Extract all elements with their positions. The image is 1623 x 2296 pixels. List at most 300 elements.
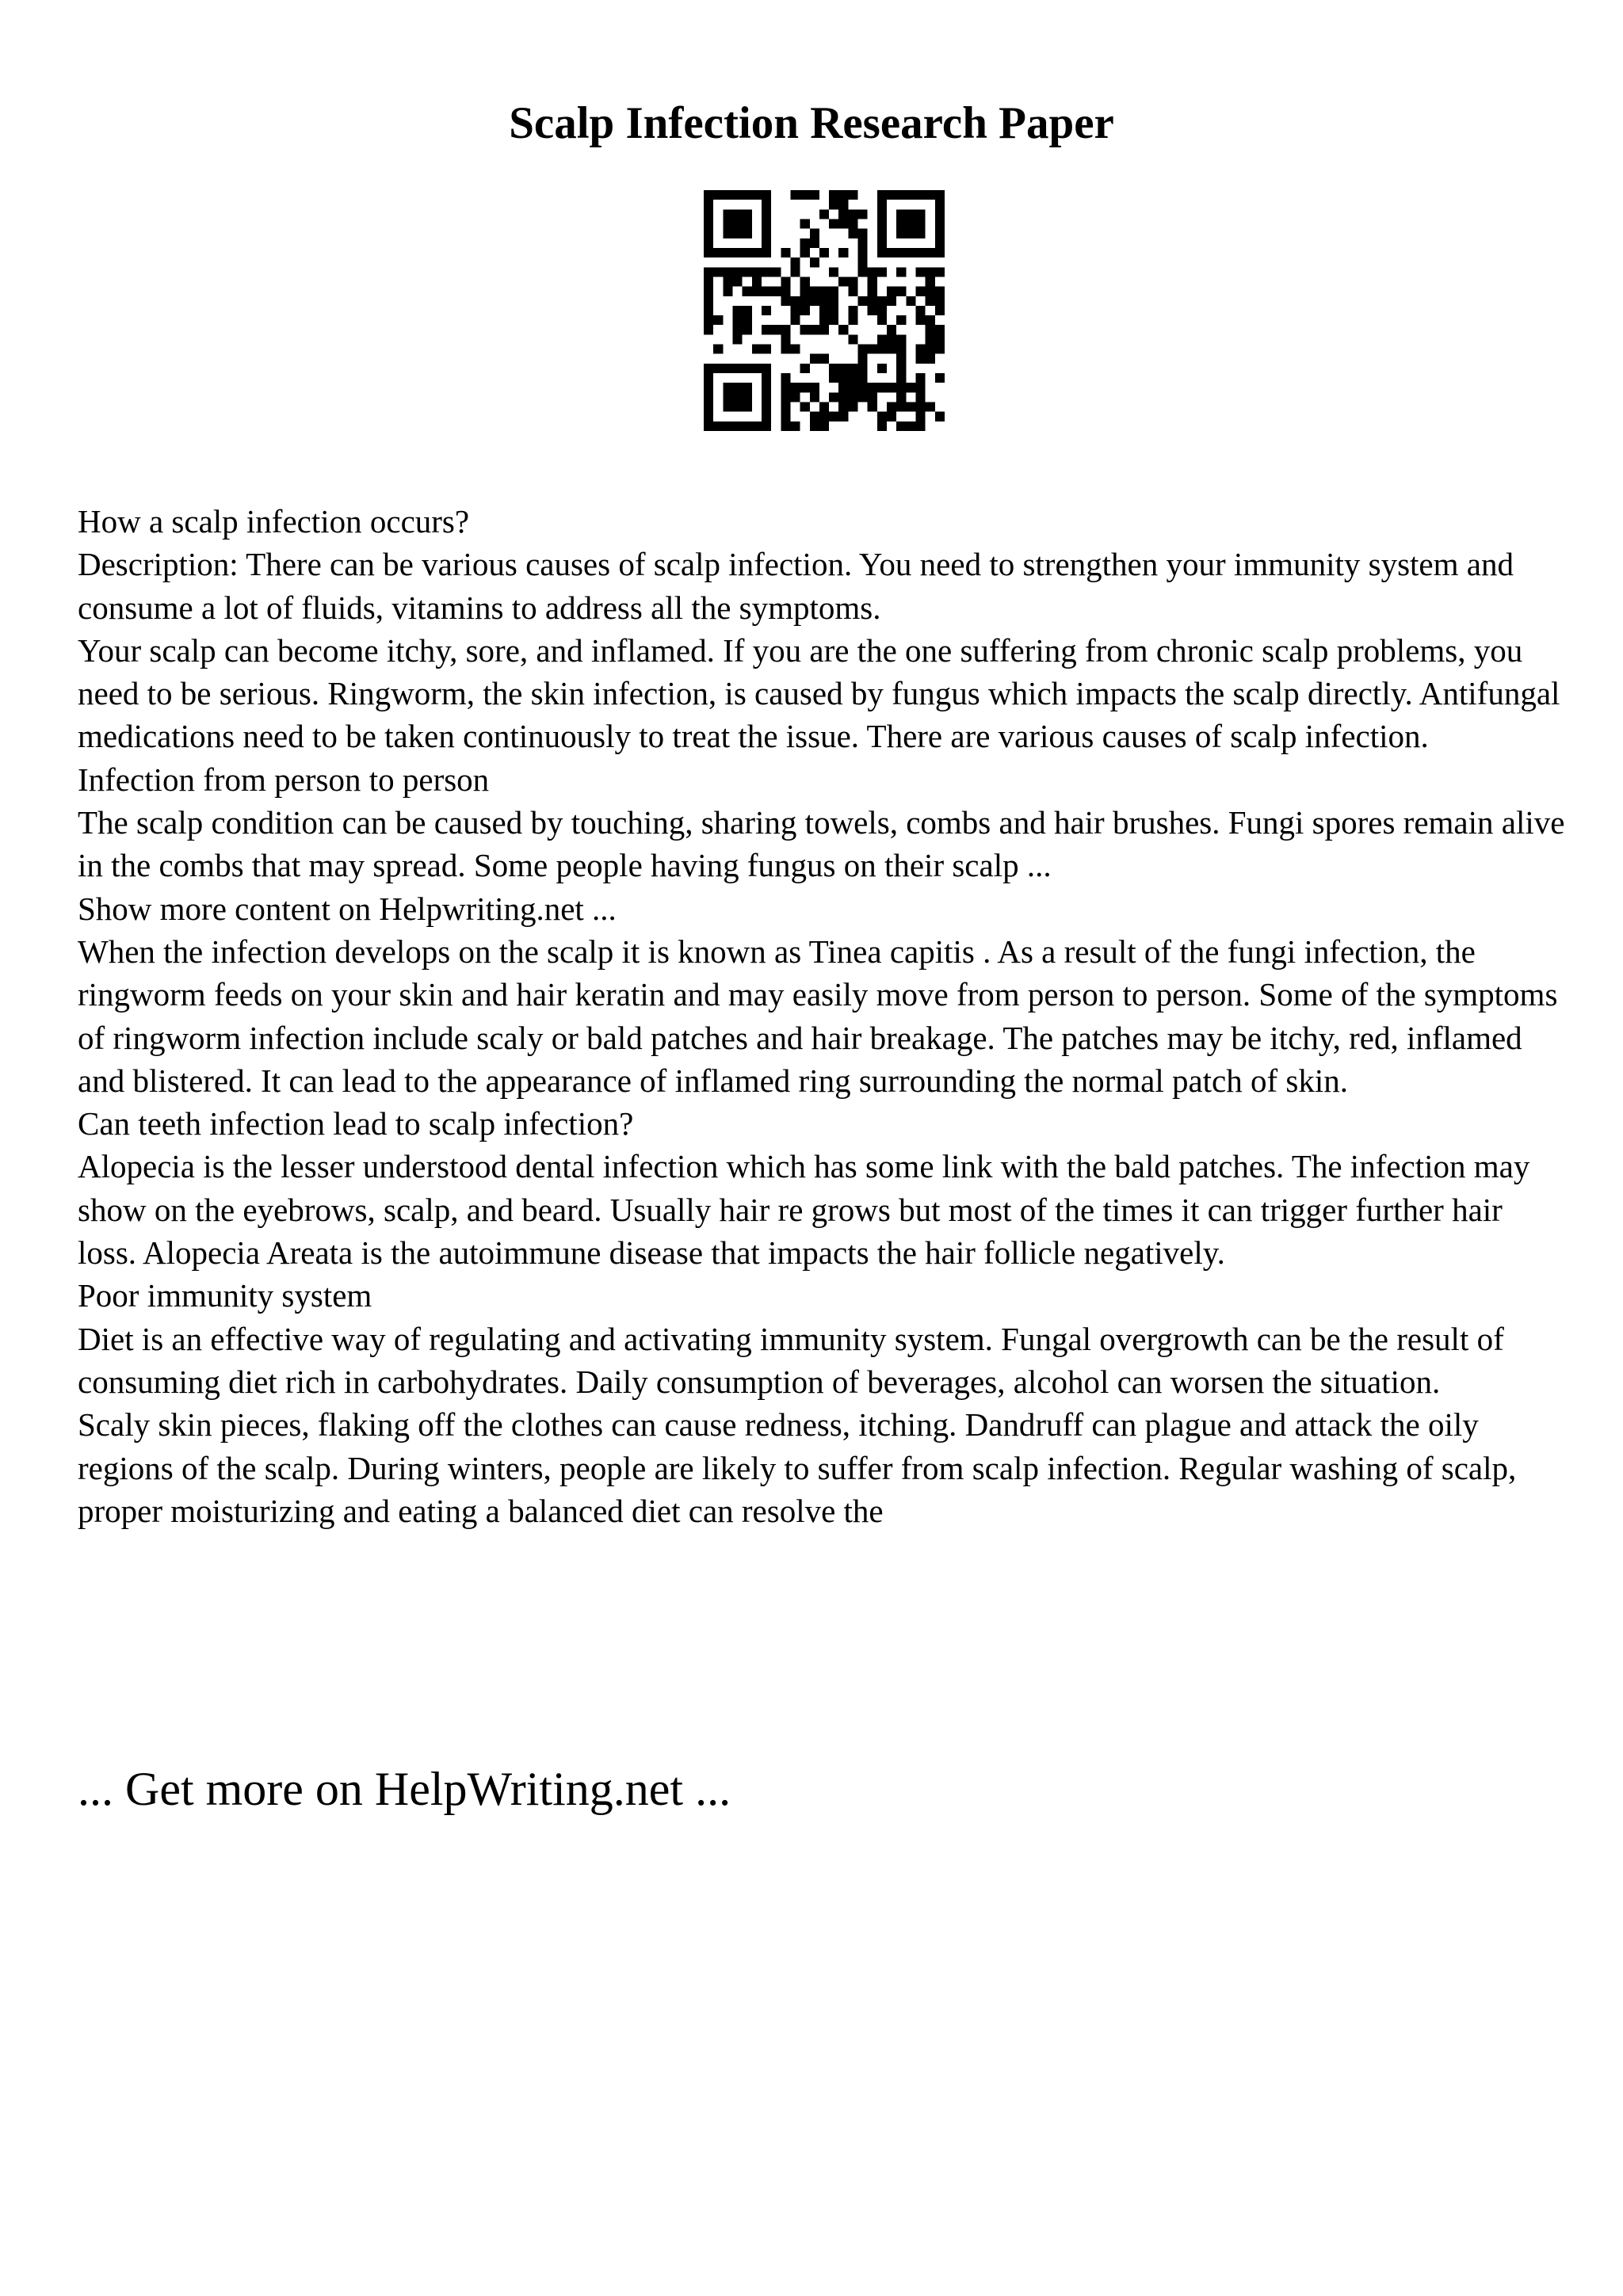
qr-module — [752, 190, 762, 200]
qr-module — [800, 383, 810, 392]
qr-module — [819, 209, 829, 219]
qr-module — [810, 296, 819, 306]
qr-module — [704, 219, 713, 228]
qr-module — [743, 229, 752, 238]
qr-module — [829, 287, 838, 296]
qr-module — [896, 219, 906, 228]
qr-module — [704, 364, 713, 373]
qr-module — [723, 392, 732, 402]
qr-module — [704, 190, 713, 200]
qr-module — [935, 229, 945, 238]
qr-module — [926, 190, 935, 200]
qr-module — [771, 267, 781, 277]
qr-module — [800, 296, 810, 306]
qr-module — [723, 277, 732, 286]
qr-module — [810, 190, 819, 200]
qr-module — [877, 229, 887, 238]
paragraph-alopecia: Alopecia is the lesser understood dental infection which has some link with the bald patches. The infection may show on the eyebrows, scalp, and beard. Usually hair re grows but most of the times it can trigger further hair loss. Alopecia Areata is the autoimmune disease that impacts the hair follicle negatively. — [78, 1148, 1530, 1272]
qr-module — [829, 306, 838, 315]
qr-module — [743, 248, 752, 257]
qr-module — [800, 219, 810, 228]
qr-module — [704, 315, 713, 325]
paragraph-heading-immunity: Poor immunity system — [78, 1277, 372, 1314]
qr-module — [896, 421, 906, 431]
qr-module — [877, 248, 887, 257]
qr-module — [819, 248, 829, 257]
qr-module — [743, 267, 752, 277]
qr-module — [935, 267, 945, 277]
qr-module — [896, 354, 906, 364]
qr-module — [829, 373, 838, 383]
qr-module — [906, 402, 915, 412]
qr-module — [762, 267, 771, 277]
qr-module — [916, 354, 926, 364]
qr-module — [877, 190, 887, 200]
qr-module — [723, 219, 732, 228]
qr-module — [732, 364, 742, 373]
qr-module — [896, 248, 906, 257]
qr-module — [704, 209, 713, 219]
qr-module — [800, 190, 810, 200]
qr-module — [887, 287, 896, 296]
qr-module — [752, 345, 762, 354]
paragraph-dandruff: Scaly skin pieces, flaking off the clothes can cause redness, itching. Dandruff can plague and attack the oily regions of the scalp. During winters, people are likely to suffer from scalp infection. Regular washing of scalp, proper moisturizing and eating a balanced diet can resolve the — [78, 1406, 1517, 1529]
qr-module — [838, 392, 848, 402]
qr-module — [819, 354, 829, 364]
qr-module — [704, 402, 713, 412]
show-more-link[interactable]: Show more content on Helpwriting.net ... — [78, 890, 617, 927]
qr-module — [868, 345, 877, 354]
qr-module — [858, 238, 868, 248]
qr-module — [926, 315, 935, 325]
qr-module — [781, 392, 790, 402]
qr-module — [810, 383, 819, 392]
qr-module — [752, 364, 762, 373]
qr-module — [896, 334, 906, 344]
qr-module — [781, 345, 790, 354]
qr-module — [781, 296, 790, 306]
qr-module — [704, 248, 713, 257]
qr-module — [926, 296, 935, 306]
qr-module — [810, 354, 819, 364]
qr-module — [771, 287, 781, 296]
qr-module — [800, 248, 810, 257]
qr-module — [877, 421, 887, 431]
qr-module — [906, 219, 915, 228]
qr-module — [829, 315, 838, 325]
qr-module — [790, 190, 800, 200]
qr-module — [926, 354, 935, 364]
qr-module — [838, 209, 848, 219]
qr-module — [762, 209, 771, 219]
qr-module — [762, 345, 771, 354]
qr-module — [935, 190, 945, 200]
qr-module — [906, 296, 915, 306]
qr-module — [838, 190, 848, 200]
qr-module — [935, 200, 945, 209]
qr-module — [916, 392, 926, 402]
qr-module — [732, 219, 742, 228]
qr-module — [926, 334, 935, 344]
qr-module — [935, 334, 945, 344]
qr-module — [732, 325, 742, 334]
qr-module — [848, 334, 857, 344]
qr-module — [723, 287, 732, 296]
qr-module — [896, 229, 906, 238]
paragraph-diet: Diet is an effective way of regulating and activating immunity system. Fungal overgrowth can be the result of consuming diet rich in carbohydrates. Daily consumption of beverages, alcohol can worsen the situation. — [78, 1320, 1504, 1400]
get-more-link[interactable]: ... Get more on HelpWriting.net ... — [78, 1763, 731, 1815]
qr-module — [762, 200, 771, 209]
qr-module — [704, 373, 713, 383]
qr-module — [829, 296, 838, 306]
qr-module — [732, 306, 742, 315]
qr-module — [848, 277, 857, 286]
qr-module — [819, 402, 829, 412]
qr-module — [838, 200, 848, 209]
qr-module — [858, 296, 868, 306]
qr-module — [848, 190, 857, 200]
qr-module — [838, 325, 848, 334]
qr-module — [704, 277, 713, 286]
qr-module — [743, 219, 752, 228]
qr-module — [704, 229, 713, 238]
qr-module — [762, 383, 771, 392]
qr-module — [877, 238, 887, 248]
qr-module — [732, 229, 742, 238]
qr-module — [790, 306, 800, 315]
qr-module — [810, 421, 819, 431]
qr-module — [868, 296, 877, 306]
qr-module — [916, 306, 926, 315]
qr-module — [752, 277, 762, 286]
qr-module — [829, 190, 838, 200]
qr-module — [743, 392, 752, 402]
qr-module — [896, 315, 906, 325]
qr-module — [790, 257, 800, 267]
qr-module — [704, 412, 713, 421]
qr-module — [838, 364, 848, 373]
qr-module — [858, 383, 868, 392]
qr-module — [762, 229, 771, 238]
qr-module — [838, 402, 848, 412]
qr-module — [829, 364, 838, 373]
qr-module — [916, 402, 926, 412]
qr-module — [848, 364, 857, 373]
qr-module — [810, 412, 819, 421]
qr-module — [829, 200, 838, 209]
qr-module — [916, 267, 926, 277]
qr-module — [887, 402, 896, 412]
qr-module — [926, 267, 935, 277]
qr-module — [752, 267, 762, 277]
qr-module — [935, 248, 945, 257]
qr-module — [848, 392, 857, 402]
qr-module — [935, 345, 945, 354]
qr-module — [781, 277, 790, 286]
qr-module — [838, 219, 848, 228]
qr-module — [762, 306, 771, 315]
qr-module — [916, 412, 926, 421]
qr-module — [896, 267, 906, 277]
qr-module — [732, 277, 742, 286]
qr-module — [762, 325, 771, 334]
qr-module — [810, 287, 819, 296]
qr-module — [723, 229, 732, 238]
qr-module — [704, 267, 713, 277]
qr-module — [916, 421, 926, 431]
qr-module — [858, 248, 868, 257]
qr-module — [868, 287, 877, 296]
qr-module — [868, 277, 877, 286]
qr-module — [790, 267, 800, 277]
qr-module — [713, 267, 723, 277]
qr-module — [829, 412, 838, 421]
paragraph-person-to-person: The scalp condition can be caused by touching, sharing towels, combs and hair brushes. Fungi spores remain alive in the combs that may spread. Some people having fungus on their scalp ... — [78, 804, 1565, 884]
qr-module — [762, 287, 771, 296]
qr-module — [819, 306, 829, 315]
qr-module — [723, 209, 732, 219]
qr-module — [916, 287, 926, 296]
qr-module — [762, 364, 771, 373]
qr-module — [771, 325, 781, 334]
qr-module — [810, 392, 819, 402]
qr-module — [848, 402, 857, 412]
qr-module — [868, 392, 877, 402]
qr-module — [723, 248, 732, 257]
qr-module — [916, 190, 926, 200]
qr-module — [896, 364, 906, 373]
qr-module — [781, 287, 790, 296]
qr-module — [896, 287, 906, 296]
qr-module — [800, 364, 810, 373]
qr-module — [810, 229, 819, 238]
qr-module — [848, 373, 857, 383]
qr-module — [935, 412, 945, 421]
qr-module — [877, 267, 887, 277]
qr-module — [858, 392, 868, 402]
qr-module — [723, 267, 732, 277]
qr-module — [848, 219, 857, 228]
qr-module — [896, 392, 906, 402]
qr-module — [762, 392, 771, 402]
qr-module — [723, 364, 732, 373]
qr-module — [877, 296, 887, 306]
qr-module — [723, 421, 732, 431]
paragraph-tinea-capitis: When the infection develops on the scalp it is known as Tinea capitis . As a result of the fungi infection, the ringworm feeds on your skin and hair keratin and may easily move from person to person. Some of the symptoms of ringworm infection include scaly or bald patches and hair breakage. The patches may be itchy, red, inflamed and blistered. It can lead to the appearance of inflamed ring surrounding the normal patch of skin. — [78, 933, 1558, 1099]
qr-module — [916, 229, 926, 238]
qr-module — [704, 296, 713, 306]
qr-module — [810, 238, 819, 248]
qr-module — [838, 373, 848, 383]
qr-module — [868, 383, 877, 392]
qr-module — [819, 325, 829, 334]
qr-module — [887, 383, 896, 392]
qr-module — [800, 287, 810, 296]
qr-module — [896, 383, 906, 392]
paragraph-heading-person-to-person: Infection from person to person — [78, 761, 490, 798]
qr-module — [743, 383, 752, 392]
qr-module — [877, 306, 887, 315]
qr-module — [762, 219, 771, 228]
qr-module — [887, 296, 896, 306]
qr-module — [858, 229, 868, 238]
qr-module — [781, 383, 790, 392]
qr-module — [704, 325, 713, 334]
qr-module — [752, 421, 762, 431]
qr-module — [935, 209, 945, 219]
qr-module — [858, 257, 868, 267]
qr-module — [916, 209, 926, 219]
paragraph-question-heading: How a scalp infection occurs? — [78, 503, 470, 540]
qr-module — [906, 383, 915, 392]
qr-module — [868, 402, 877, 412]
qr-module — [800, 306, 810, 315]
qr-module — [858, 364, 868, 373]
qr-module — [926, 402, 935, 412]
qr-module — [781, 325, 790, 334]
qr-module — [848, 383, 857, 392]
qr-module — [916, 373, 926, 383]
qr-module — [732, 383, 742, 392]
qr-module — [800, 325, 810, 334]
qr-module — [713, 345, 723, 354]
qr-module — [877, 200, 887, 209]
qr-module — [916, 383, 926, 392]
qr-module — [829, 392, 838, 402]
qr-module — [743, 421, 752, 431]
qr-module — [848, 315, 857, 325]
qr-module — [762, 238, 771, 248]
qr-module — [838, 412, 848, 421]
qr-module — [868, 267, 877, 277]
qr-module — [858, 209, 868, 219]
qr-module — [713, 190, 723, 200]
qr-module — [877, 345, 887, 354]
qr-module — [926, 325, 935, 334]
qr-module — [790, 383, 800, 392]
qr-module — [713, 364, 723, 373]
qr-module — [810, 325, 819, 334]
qr-module — [704, 200, 713, 209]
qr-module — [732, 315, 742, 325]
qr-module — [781, 412, 790, 421]
qr-module — [935, 296, 945, 306]
qr-module — [732, 334, 742, 344]
qr-module — [896, 402, 906, 412]
qr-module — [887, 412, 896, 421]
qr-module — [781, 402, 790, 412]
qr-module — [926, 277, 935, 286]
qr-module — [877, 315, 887, 325]
qr-module — [848, 306, 857, 315]
qr-module — [935, 238, 945, 248]
qr-module — [829, 267, 838, 277]
qr-module — [906, 209, 915, 219]
qr-code-icon[interactable] — [704, 190, 945, 431]
qr-module — [781, 373, 790, 383]
qr-module — [743, 315, 752, 325]
qr-module — [819, 421, 829, 431]
qr-module — [935, 306, 945, 315]
document-body — [78, 500, 1568, 1532]
qr-module — [800, 277, 810, 286]
qr-module — [704, 306, 713, 315]
qr-module — [732, 209, 742, 219]
qr-module — [790, 345, 800, 354]
qr-module — [704, 383, 713, 392]
qr-module — [858, 354, 868, 364]
qr-module — [848, 209, 857, 219]
qr-module — [916, 315, 926, 325]
qr-module — [819, 412, 829, 421]
qr-module — [781, 421, 790, 431]
qr-module — [906, 229, 915, 238]
qr-module — [743, 190, 752, 200]
qr-module — [896, 373, 906, 383]
qr-module — [906, 190, 915, 200]
qr-module — [713, 248, 723, 257]
qr-module — [732, 392, 742, 402]
paragraph-symptoms: Your scalp can become itchy, sore, and inflamed. If you are the one suffering from chronic scalp problems, you need to be serious. Ringworm, the skin infection, is caused by fungus which impacts the scalp directly. Antifungal medications need to be taken continuously to treat the issue. There are various causes of scalp infection. — [78, 631, 1560, 755]
qr-module — [887, 190, 896, 200]
qr-module — [732, 190, 742, 200]
page-title: Scalp Infection Research Paper — [509, 98, 1114, 148]
qr-module — [790, 392, 800, 402]
qr-module — [762, 373, 771, 383]
qr-module — [935, 373, 945, 383]
qr-module — [790, 421, 800, 431]
qr-module — [916, 219, 926, 228]
qr-module — [819, 287, 829, 296]
qr-module — [723, 190, 732, 200]
qr-module — [877, 209, 887, 219]
qr-module — [723, 402, 732, 412]
qr-module — [743, 364, 752, 373]
qr-module — [762, 402, 771, 412]
qr-module — [935, 325, 945, 334]
qr-module — [935, 219, 945, 228]
paragraph-heading-teeth: Can teeth infection lead to scalp infection? — [78, 1105, 634, 1142]
qr-module — [887, 248, 896, 257]
qr-module — [713, 315, 723, 325]
qr-module — [887, 325, 896, 334]
qr-module — [868, 306, 877, 315]
paragraph-description: Description: There can be various causes of scalp infection. You need to strengthen your immunity system and consume a lot of fluids, vitamins to address all the symptoms. — [78, 546, 1514, 626]
qr-module — [704, 238, 713, 248]
qr-module — [752, 287, 762, 296]
qr-module — [906, 421, 915, 431]
qr-module — [858, 267, 868, 277]
qr-module — [810, 257, 819, 267]
qr-module — [896, 209, 906, 219]
qr-module — [877, 383, 887, 392]
qr-module — [858, 345, 868, 354]
qr-module — [790, 315, 800, 325]
qr-module — [906, 248, 915, 257]
qr-module — [800, 402, 810, 412]
qr-module — [743, 402, 752, 412]
qr-module — [838, 277, 848, 286]
qr-module — [781, 248, 790, 257]
qr-module — [916, 345, 926, 354]
qr-module — [704, 421, 713, 431]
qr-module — [781, 334, 790, 344]
qr-module — [762, 412, 771, 421]
qr-module — [887, 345, 896, 354]
qr-module — [743, 209, 752, 219]
qr-module — [732, 267, 742, 277]
qr-module — [790, 296, 800, 306]
